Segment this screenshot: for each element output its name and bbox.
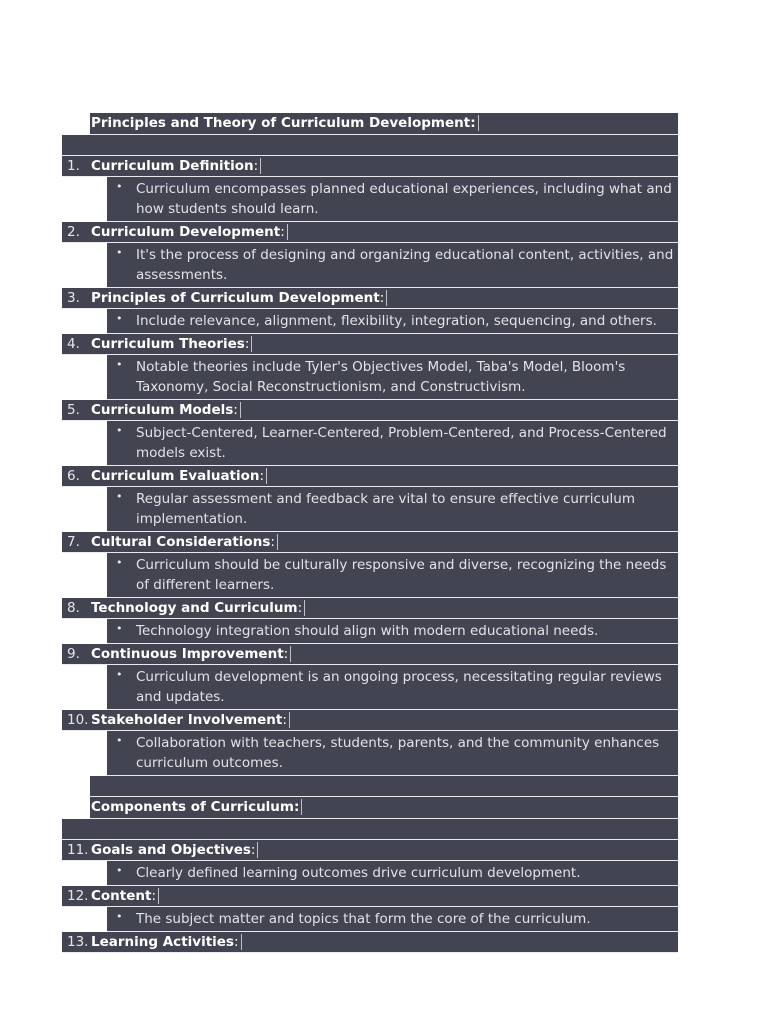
item-title-text: Curriculum Definition [91,158,254,174]
item-title-colon: : [259,468,265,484]
bullet-text: The subject matter and topics that form the core of the curriculum. [136,911,591,927]
components-list [62,840,678,953]
bullet-item [107,553,678,598]
numbered-item [62,710,678,731]
numbered-item [62,288,678,309]
bullet-icon: • [116,424,123,437]
bullet-icon: • [116,910,123,923]
item-title-text: Stakeholder Involvement [91,712,283,728]
item-title [91,402,241,418]
document [62,113,678,953]
section-heading-text: Principles and Theory of Curriculum Development: [91,115,479,131]
bullet-item [107,907,678,932]
item-title [91,290,387,306]
bullet-item [107,487,678,532]
item-title-colon: : [283,646,289,662]
item-title-text: Principles of Curriculum Development [91,290,380,306]
item-title-colon: : [270,534,275,550]
item-title-colon: : [297,600,303,616]
bullet-text: Curriculum should be culturally responsive and diverse, recognizing the needs of different learners. [136,557,667,593]
item-title-colon: : [253,158,259,174]
item-title-colon: : [379,290,385,306]
item-title-colon: : [233,934,239,950]
item-number: 9. [67,646,80,662]
numbered-item [62,840,678,861]
bullet-icon: • [116,358,123,371]
numbered-item [62,334,678,355]
bullet-item [107,177,678,222]
bullet-text: Curriculum development is an ongoing process, necessitating regular reviews and updates. [136,669,662,705]
item-title-text: Continuous Improvement [91,646,284,662]
item-number: 12. [67,888,89,904]
bullet-text: It's the process of designing and organizing educational content, activities, and assessments. [136,247,674,283]
item-title-colon: : [233,402,238,418]
item-number: 2. [67,224,80,240]
bullet-icon: • [116,864,123,877]
bullet-item [107,665,678,710]
item-title [91,158,261,174]
item-title [91,934,242,950]
item-number: 13. [67,934,89,950]
item-title [91,534,278,550]
item-number: 8. [67,600,80,616]
item-title-text: Curriculum Development [91,224,281,240]
item-number: 4. [67,336,80,352]
bullet-item [107,355,678,400]
numbered-item [62,400,678,421]
blank-row [62,135,678,156]
bullet-icon: • [116,490,123,503]
item-number: 11. [67,842,89,858]
item-number: 1. [67,158,80,174]
item-title-text: Goals and Objectives [91,842,251,858]
item-number: 7. [67,534,80,550]
item-title-text: Cultural Considerations [91,534,271,550]
bullet-text: Include relevance, alignment, flexibility, integration, sequencing, and others. [136,313,657,329]
item-title-text: Learning Activities [91,934,234,950]
item-title [91,468,267,484]
item-title-colon: : [151,888,157,904]
numbered-item [62,532,678,553]
bullet-text: Collaboration with teachers, students, parents, and the community enhances curriculum outcomes. [136,735,660,771]
blank-row [90,776,678,797]
section-heading-components [90,797,678,819]
item-title-text: Technology and Curriculum [91,600,298,616]
numbered-item [62,156,678,177]
bullet-icon: • [116,180,123,193]
numbered-item [62,644,678,665]
item-number: 3. [67,290,80,306]
item-title-text: Content [91,888,152,904]
bullet-icon: • [116,556,123,569]
bullet-item [107,731,678,776]
bullet-text: Curriculum encompasses planned educational experiences, including what and how students should learn. [136,181,672,217]
numbered-item [62,598,678,619]
item-title [91,224,288,240]
blank-row [62,819,678,840]
bullet-item [107,421,678,466]
section-heading-text: Components of Curriculum: [91,799,302,815]
item-title [91,600,305,616]
item-number: 10. [67,712,89,728]
numbered-item [62,886,678,907]
bullet-text: Subject-Centered, Learner-Centered, Problem-Centered, and Process-Centered models exist. [136,425,667,461]
bullet-text: Regular assessment and feedback are vital to ensure effective curriculum implementation. [136,491,635,527]
item-title [91,888,159,904]
section-heading-principles [90,113,678,135]
bullet-item [107,243,678,288]
item-number: 6. [67,468,80,484]
bullet-icon: • [116,312,123,325]
item-title [91,646,291,662]
item-number: 5. [67,402,80,418]
bullet-icon: • [116,668,123,681]
item-title [91,712,290,728]
principles-list [62,156,678,776]
numbered-item [62,466,678,487]
numbered-item [62,222,678,243]
item-title-text: Curriculum Evaluation [91,468,260,484]
bullet-item [107,309,678,334]
bullet-icon: • [116,734,123,747]
item-title [91,336,252,352]
bullet-item [107,861,678,886]
bullet-text: Clearly defined learning outcomes drive curriculum development. [136,865,581,881]
item-title-colon: : [282,712,287,728]
item-title-colon: : [250,842,256,858]
item-title-colon: : [244,336,250,352]
item-title-colon: : [280,224,285,240]
numbered-item [62,932,678,953]
bullet-text: Technology integration should align with modern educational needs. [136,623,599,639]
bullet-icon: • [116,622,123,635]
bullet-item [107,619,678,644]
bullet-text: Notable theories include Tyler's Objectives Model, Taba's Model, Bloom's Taxonomy, Social Reconstructionism, and Constructivism. [136,359,626,395]
item-title [91,842,258,858]
item-title-text: Curriculum Models [91,402,234,418]
bullet-icon: • [116,246,123,259]
item-title-text: Curriculum Theories [91,336,245,352]
